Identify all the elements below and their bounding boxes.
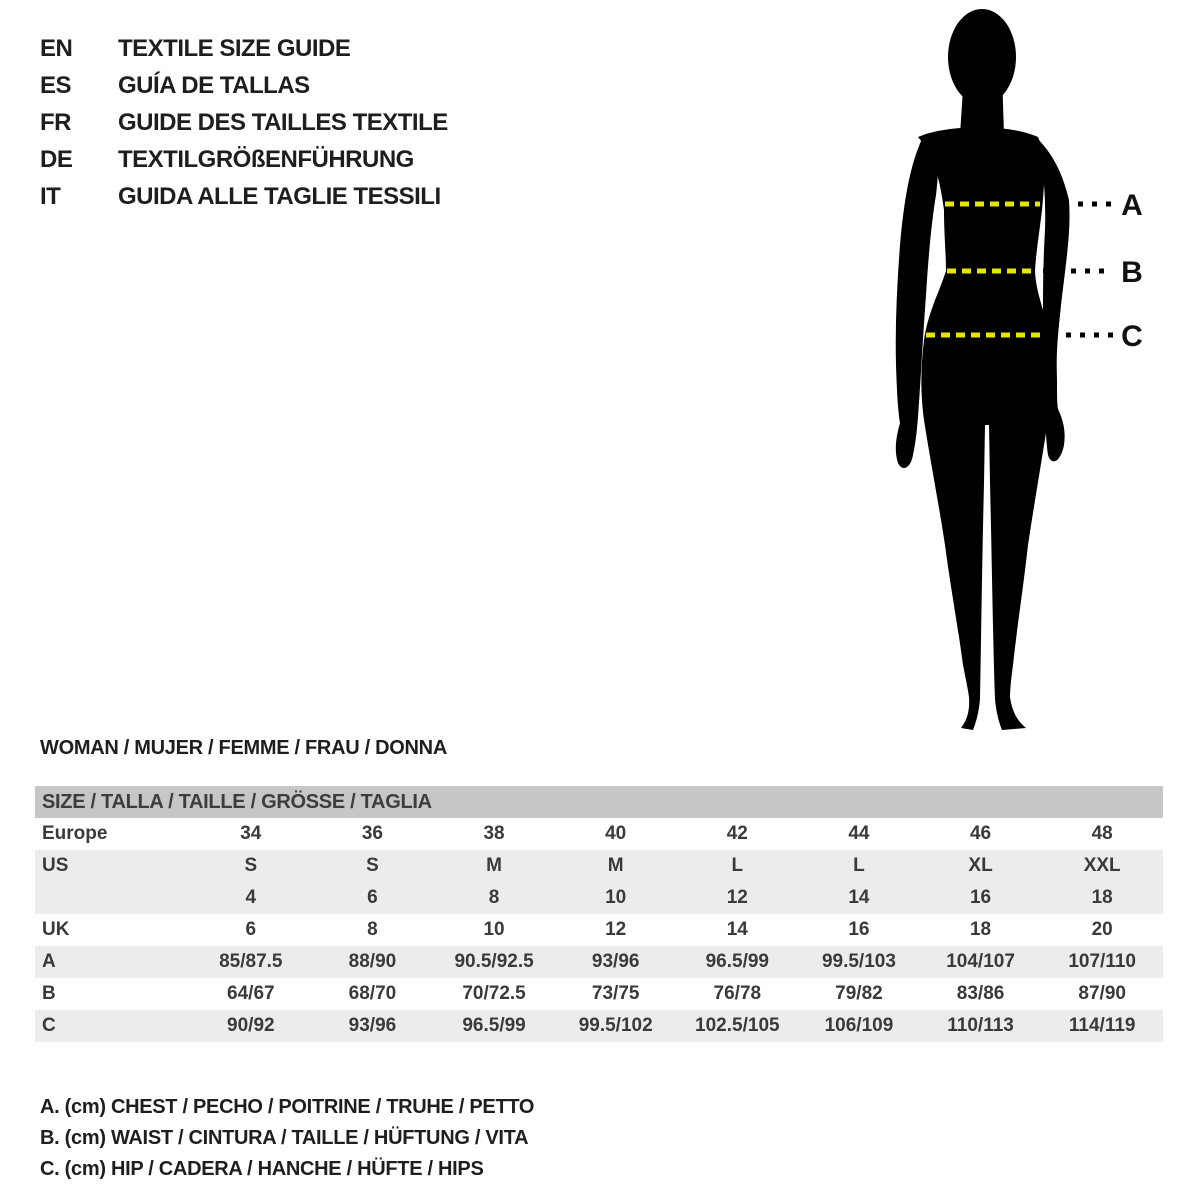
marker-letter-b: B [1121,256,1143,289]
row-label: B [42,983,56,1004]
table-row-hip-c [35,1010,1163,1042]
table-row-uk [35,914,1163,946]
size-cell: XL [968,855,993,876]
size-cell: 10 [483,919,505,940]
measurement-legend [40,1092,534,1185]
language-title-list [40,30,448,215]
size-cell: 99.5/103 [821,951,896,972]
size-cell: 107/110 [1068,951,1136,972]
size-cell: S [244,855,258,876]
size-cell: 87/90 [1078,983,1126,1004]
table-row-europe [35,818,1163,850]
size-cell: 68/70 [348,983,397,1004]
size-cell: 96.5/99 [462,1015,526,1036]
legend-waist: B. (cm) WAIST / CINTURA / TAILLE / HÜFTUNG / VITA [40,1127,529,1149]
size-cell: 76/78 [713,983,762,1004]
size-cell: 70/72.5 [462,983,526,1004]
size-cell: 12 [726,887,748,908]
size-cell: 48 [1091,823,1113,844]
guide-title-es: GUÍA DE TALLAS [118,71,310,99]
size-cell: 8 [488,887,500,908]
size-cell: 90/92 [227,1015,275,1036]
size-cell: 110/113 [947,1015,1014,1036]
size-cell: 6 [367,887,378,908]
row-label: A [42,951,56,972]
marker-letter-a: A [1121,189,1143,222]
size-cell: 4 [245,887,257,908]
size-cell: 114/119 [1068,1015,1136,1036]
size-cell: 85/87.5 [219,951,283,972]
size-cell: 20 [1091,919,1113,940]
size-cell: 83/86 [956,983,1005,1004]
size-cell: L [731,855,744,876]
language-row-es [40,67,448,104]
size-cell: 36 [361,823,383,844]
size-table [35,786,1163,1042]
size-cell: S [366,855,379,876]
size-cell: 46 [969,823,992,844]
size-cell: 16 [848,919,870,940]
legend-hip: C. (cm) HIP / CADERA / HANCHE / HÜFTE / HIPS [40,1158,484,1180]
size-cell: 96.5/99 [705,951,770,972]
row-label: US [42,855,69,876]
size-cell: 40 [605,823,627,844]
size-cell: 34 [240,823,262,844]
language-row-it [40,178,448,215]
size-cell: 44 [848,823,870,844]
size-cell: 99.5/102 [578,1015,653,1036]
size-cell: 18 [969,919,992,940]
guide-title-it: GUIDA ALLE TAGLIE TESSILI [118,182,441,210]
language-code: FR [40,108,71,136]
measurement-figure [860,5,1180,740]
language-code: IT [40,182,61,210]
language-row-en [40,30,448,67]
size-cell: 6 [245,919,257,940]
size-cell: 16 [969,887,992,908]
size-cell: 18 [1091,887,1113,908]
woman-silhouette [860,5,1180,740]
size-cell: 38 [483,823,505,844]
language-code: DE [40,145,73,173]
guide-title-de: TEXTILGRÖßENFÜHRUNG [118,145,414,173]
size-cell: 104/107 [946,951,1015,972]
size-cell: M [486,855,502,876]
size-cell: 12 [605,919,627,940]
table-header: SIZE / TALLA / TAILLE / GRÖSSE / TAGLIA [35,786,1163,818]
size-cell: 79/82 [835,983,883,1004]
size-cell: 93/96 [348,1015,397,1036]
size-cell: 14 [726,919,748,940]
language-row-de [40,141,448,178]
table-row-waist-b [35,978,1163,1010]
row-label: UK [42,919,70,940]
guide-title-fr: GUIDE DES TAILLES TEXTILE [118,108,448,136]
table-row-us-numbers [35,882,1163,914]
table-row-chest-a [35,946,1163,978]
size-cell: 88/90 [348,951,397,972]
size-cell: 102.5/105 [695,1015,780,1036]
size-cell: L [853,855,865,876]
table-row-us-letters [35,850,1163,882]
language-row-fr [40,104,448,141]
size-cell: 8 [367,919,378,940]
row-label: Europe [42,823,108,844]
size-cell: 73/75 [591,983,640,1004]
marker-letter-c: C [1121,320,1143,353]
size-cell: 10 [605,887,627,908]
guide-title-en: TEXTILE SIZE GUIDE [118,34,351,62]
section-title-woman: WOMAN / MUJER / FEMME / FRAU / DONNA [40,737,447,759]
size-cell: 106/109 [824,1015,894,1036]
size-cell: 93/96 [591,951,640,972]
size-cell: 42 [726,823,748,844]
size-cell: 14 [848,887,870,908]
size-cell: M [607,855,624,876]
language-code: EN [40,34,73,62]
size-cell: 90.5/92.5 [454,951,534,972]
size-cell: XXL [1083,855,1121,876]
size-cell: 64/67 [227,983,275,1004]
language-code: ES [40,71,72,99]
row-label: C [42,1015,56,1036]
legend-chest: A. (cm) CHEST / PECHO / POITRINE / TRUHE / PETTO [40,1096,535,1118]
